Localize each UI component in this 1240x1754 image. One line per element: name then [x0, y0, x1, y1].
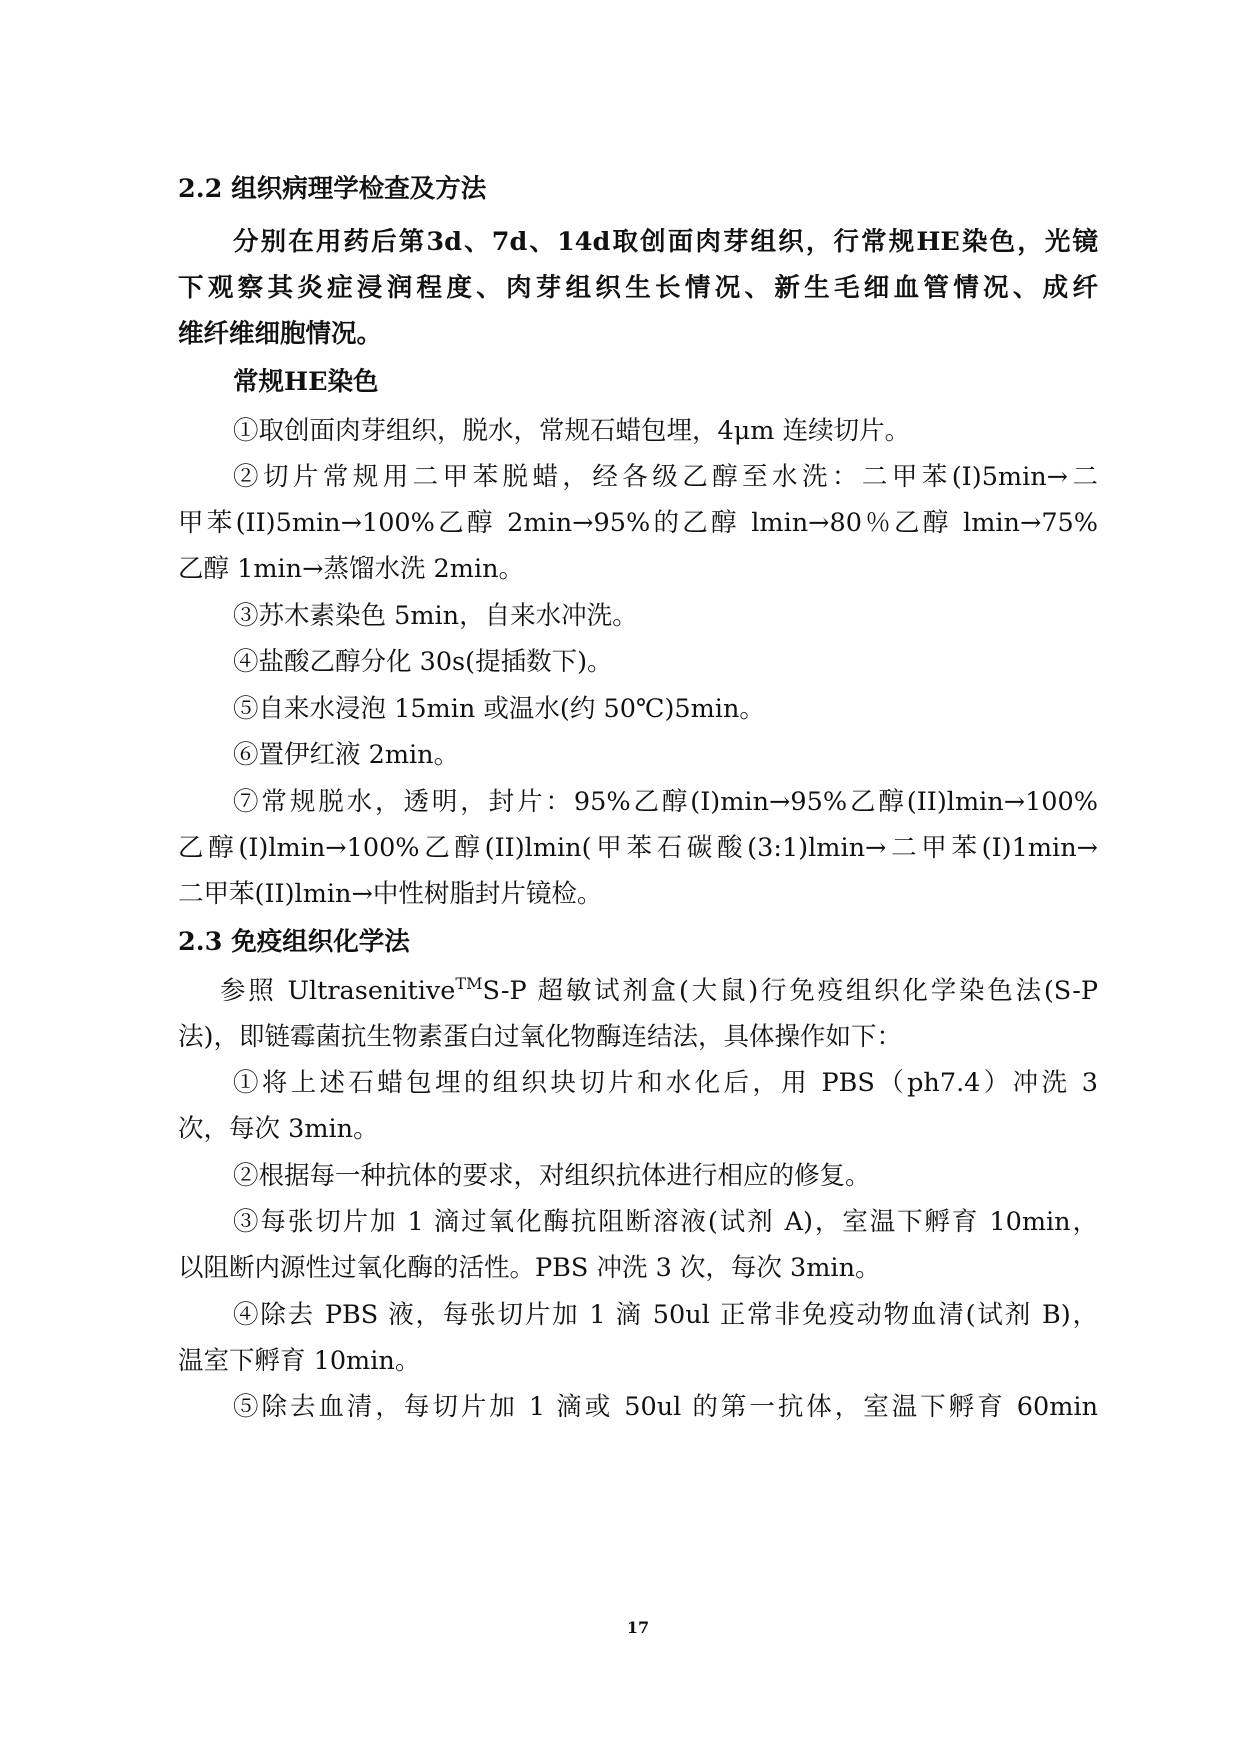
he-step-7-line-2: 乙醇(I)lmin→100%乙醇(II)lmin(甲苯石碳酸(3:1)lmin→二甲苯(I)1min→	[178, 833, 1098, 863]
ihc-step-3-line-2: 以阻断内源性过氧化酶的活性。PBS 冲洗 3 次，每次 3min。	[178, 1253, 881, 1283]
he-step-2-line-1: ②切片常规用二甲苯脱蜡，经各级乙醇至水洗：二甲苯(I)5min→二	[233, 462, 1098, 492]
ihc-step-1-line-1: ①将上述石蜡包埋的组织块切片和水化后，用 PBS（ph7.4）冲洗 3	[233, 1068, 1098, 1098]
section-heading-2-3: 2.3 免疫组织化学法	[178, 927, 410, 957]
ihc-step-5-line-1: ⑤除去血清，每切片加 1 滴或 50ul 的第一抗体，室温下孵育 60min	[233, 1392, 1098, 1422]
ihc-step-4-line-2: 温室下孵育 10min。	[178, 1346, 421, 1376]
intro-line-1: 分别在用药后第3d、7d、14d取创面肉芽组织，行常规HE染色，光镜	[233, 227, 1098, 257]
subheading-he-staining: 常规HE染色	[233, 367, 379, 397]
he-step-7-line-3: 二甲苯(II)lmin→中性树脂封片镜检。	[178, 879, 603, 909]
intro-line-3: 维纤维细胞情况。	[178, 319, 383, 349]
ihc-intro-pre: 参照 Ultrasenitive	[220, 976, 456, 1006]
page-number: 17	[626, 1618, 650, 1637]
ihc-intro-line-2: 法)，即链霉菌抗生物素蛋白过氧化物酶连结法，具体操作如下：	[178, 1022, 902, 1052]
document-page	[178, 0, 1098, 1754]
he-step-6: ⑥置伊红液 2min。	[233, 740, 460, 770]
he-step-4: ④盐酸乙醇分化 30s(提插数下)。	[233, 647, 613, 677]
section-heading-2-2: 2.2 组织病理学检查及方法	[178, 174, 487, 204]
intro-line-2: 下观察其炎症浸润程度、肉芽组织生长情况、新生毛细血管情况、成纤	[178, 273, 1098, 303]
ihc-step-1-line-2: 次，每次 3min。	[178, 1114, 379, 1144]
he-step-2-line-2: 甲苯(II)5min→100%乙醇 2min→95%的乙醇 lmin→80％乙醇 lmin→75%	[178, 508, 1098, 538]
he-step-3: ③苏木素染色 5min，自来水冲洗。	[233, 601, 638, 631]
ihc-step-4-line-1: ④除去 PBS 液，每张切片加 1 滴 50ul 正常非免疫动物血清(试剂 B)，	[233, 1300, 1098, 1330]
trademark-superscript: TM	[455, 974, 483, 993]
he-step-7-line-1: ⑦常规脱水，透明，封片：95%乙醇(I)min→95%乙醇(II)lmin→100%	[233, 787, 1098, 817]
ihc-step-2: ②根据每一种抗体的要求，对组织抗体进行相应的修复。	[233, 1161, 871, 1191]
ihc-intro-post: S-P 超敏试剂盒(大鼠)行免疫组织化学染色法(S-P	[482, 976, 1098, 1006]
he-step-2-line-3: 乙醇 1min→蒸馏水洗 2min。	[178, 554, 525, 584]
ihc-step-3-line-1: ③每张切片加 1 滴过氧化酶抗阻断溶液(试剂 A)，室温下孵育 10min，	[233, 1207, 1098, 1237]
he-step-5: ⑤自来水浸泡 15min 或温水(约 50℃)5min。	[233, 694, 765, 724]
ihc-intro-line-1	[220, 974, 1098, 1008]
he-step-1: ①取创面肉芽组织，脱水，常规石蜡包埋，4μm 连续切片。	[233, 416, 911, 446]
